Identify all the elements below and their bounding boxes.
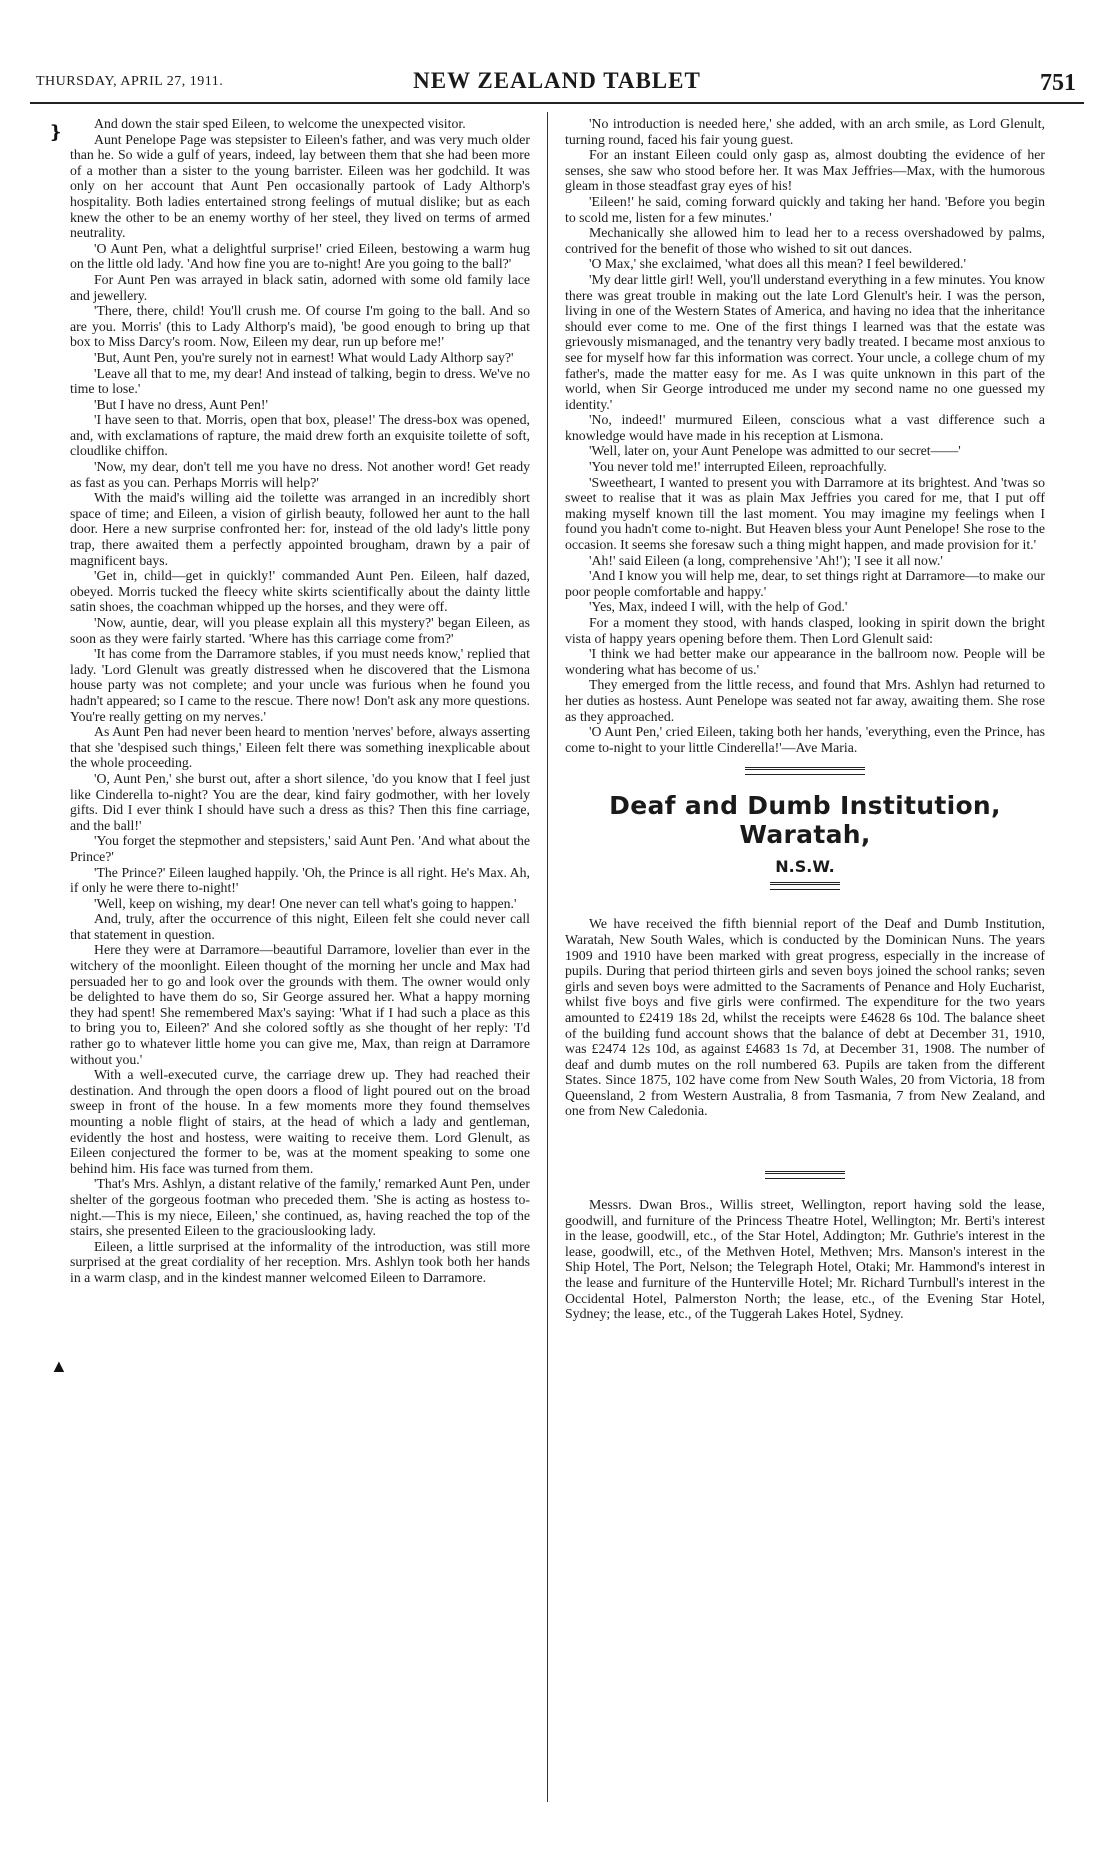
story-paragraph: And, truly, after the occurrence of this night, Eileen felt she could never call that statement in question. <box>70 911 530 942</box>
story-paragraph: 'And I know you will help me, dear, to set things right at Darramore—to make our poor people comfortable and happy.' <box>565 568 1045 599</box>
story-paragraph: 'I think we had better make our appearance in the ballroom now. People will be wondering what has become of us.' <box>565 646 1045 677</box>
story-paragraph: For Aunt Pen was arrayed in black satin, adorned with some old family lace and jewellery. <box>70 271 530 303</box>
story-paragraph: As Aunt Pen had never been heard to mention 'nerves' before, always asserting that she 'despised such things,' Eileen felt there was something inexplicable about the whole proceeding. <box>70 724 530 771</box>
issue-date: THURSDAY, APRIL 27, 1911. <box>36 74 224 89</box>
story-paragraph: 'Leave all that to me, my dear! And instead of talking, begin to dress. We've no time to lose.' <box>70 365 530 397</box>
story-paragraph: With a well-executed curve, the carriage drew up. They had reached their destination. And through the open doors a flood of light poured out on the broad sweep in front of the house. In a few moments more they found themselves mounting a noble flight of stairs, at the head of which a lady and gentleman, evidently the host and hostess, were waiting to receive them. Lord Glenult, as Eileen conjectured the former to be, was at the moment speaking to some one behind him. His face was turned from them. <box>70 1067 530 1176</box>
story-paragraph: They emerged from the little recess, and found that Mrs. Ashlyn had returned to her duties as hostess. Aunt Penelope was seated not far away, awaiting them. She rose as they approached. <box>565 677 1045 724</box>
story-paragraph: Here they were at Darramore—beautiful Darramore, lovelier than ever in the witchery of the moonlight. Eileen thought of the morning her uncle and Max had persuaded her to go and look over the grounds with them. The owner would only be delighted to have them do so, Sir George assured her. What a happy morning they had spent! She remembered Max's saying: 'What if I had such a place as this to bring you to, Eileen?' And she colored softly as she thought of her reply: 'I'd rather go to whatever little home you can give me, Max, than reign at Darramore without you.' <box>70 942 530 1067</box>
story-paragraph: 'O Max,' she exclaimed, 'what does all this mean? I feel bewildered.' <box>589 256 966 272</box>
story-paragraph: 'There, there, child! You'll crush me. Of course I'm going to the ball. And so are you. Morris' (this to Lady Althorp's maid), 'be good enough to bring up that box to Miss Darcy's room. Now, Eileen my dear, run up before me!' <box>70 303 530 350</box>
left-column <box>70 116 530 1286</box>
story-paragraph: And down the stair sped Eileen, to welcome the unexpected visitor. <box>94 116 466 131</box>
margin-bracket-icon: ❵ <box>48 122 64 142</box>
story-paragraph: 'That's Mrs. Ashlyn, a distant relative of the family,' remarked Aunt Pen, under shelter of the gorgeous footman who preceded them. 'She is acting as hostess to-night.—This is my niece, Eileen,' she continued, as, having reached the top of the stairs, she presented Eileen to the graciouslooking lady. <box>70 1176 530 1239</box>
story-paragraph: 'Now, auntie, dear, will you please explain all this mystery?' began Eileen, as soon as they were fairly started. 'Where has this carriage come from?' <box>70 615 530 646</box>
title-ornament <box>770 882 840 890</box>
right-column <box>565 116 1045 1322</box>
story-paragraph: 'But I have no dress, Aunt Pen!' <box>94 396 268 412</box>
masthead-title: NEW ZEALAND TABLET <box>413 68 701 93</box>
story-paragraph: 'Ah!' said Eileen (a long, comprehensive 'Ah!'); 'I see it all now.' <box>589 552 943 568</box>
story-paragraph: 'You never told me!' interrupted Eileen, reproachfully. <box>589 459 887 475</box>
story-paragraph: Eileen, a little surprised at the informality of the introduction, was still more surprised at the great cordiality of her reception. Mrs. Ashlyn took both her hands in a warm clasp, and in the kindest manner welcomed Eileen to Darramore. <box>70 1238 530 1285</box>
margin-pointer-icon: ▲ <box>50 1356 68 1376</box>
story-paragraph: 'Sweetheart, I wanted to present you with Darramore at its brightest. And 'twas so sweet to realise that it was as plain Max Jeffries you cared for me, that I put off making myself known till the last moment. You may imagine my feelings when I found you hadn't come to-night. But Heaven bless your Aunt Penelope! She rose to the occasion. It seems she foresaw such a thing might happen, and made provision for it.' <box>565 474 1045 553</box>
story-paragraph: 'But, Aunt Pen, you're surely not in earnest! What would Lady Althorp say?' <box>94 349 514 365</box>
story-paragraph: 'You forget the stepmother and stepsisters,' said Aunt Pen. 'And what about the Prince?' <box>70 833 530 864</box>
article-subtitle: N.S.W. <box>775 857 835 877</box>
story-paragraph: With the maid's willing aid the toilette was arranged in an incredibly short space of time; and Eileen, a vision of girlish beauty, followed her aunt to the hall door. Here a new surprise confronted her: for, instead of the old lady's little pony trap, there awaited them a perfectly appointed brougham, drawn by a pair of magnificent bays. <box>70 490 530 568</box>
story-paragraph: 'The Prince?' Eileen laughed happily. 'Oh, the Prince is all right. He's Max. Ah, if only he were there to-night!' <box>70 864 530 896</box>
story-paragraph: 'Now, my dear, don't tell me you have no dress. Not another word! Get ready as fast as you can. Perhaps Morris will help?' <box>70 459 530 490</box>
page-number: 751 <box>1040 70 1076 96</box>
story-paragraph: 'Well, keep on wishing, my dear! One never can tell what's going to happen.' <box>94 895 517 911</box>
story-paragraph: Mechanically she allowed him to lead her to a recess overshadowed by palms, contrived for the benefit of those who wished to sit out dances. <box>565 225 1045 256</box>
story-paragraph: 'It has come from the Darramore stables, if you must needs know,' replied that lady. 'Lord Glenult was greatly distressed when he discovered that the Lismona house party was not complete; and your uncle was furious when he found you hadn't appeared; so I came to the rescue. There now! Don't ask any more questions. You're really getting on my nerves.' <box>70 646 530 724</box>
page-header <box>30 68 1084 104</box>
story-paragraph: 'Eileen!' he said, coming forward quickly and taking her hand. 'Before you begin to scold me, listen for a few minutes.' <box>565 193 1045 225</box>
story-paragraph: 'No, indeed!' murmured Eileen, conscious what a vast difference such a knowledge would have made in his reception at Lismona. <box>565 412 1045 443</box>
story-paragraph: 'Well, later on, your Aunt Penelope was admitted to our secret——' <box>589 443 961 459</box>
column-rule <box>547 112 548 1802</box>
story-ending-paragraph: 'O Aunt Pen,' cried Eileen, taking both her hands, 'everything, even the Prince, has come to-night to your little Cinderella!'—Ave Maria. <box>565 724 1045 755</box>
story-paragraph: 'I have seen to that. Morris, open that box, please!' The dress-box was opened, and, with exclamations of rapture, the maid drew forth an exquisite toilette of soft, cloudlike chiffon. <box>70 412 530 459</box>
story-paragraph: Aunt Penelope Page was stepsister to Eileen's father, and was very much older than he. So wide a gulf of years, indeed, lay between them that she had been more of a mother than a sister to the young barrister. Eileen was her godchild. It was only on her account that Aunt Pen occasionally partook of Lady Althorp's hospitality. Both ladies entertained strong feelings of mutual dislike; but as each knew the other to be an enemy worthy of her steel, they lived on terms of armed neutrality. <box>70 131 530 241</box>
story-paragraph: 'O, Aunt Pen,' she burst out, after a short silence, 'do you know that I feel just like Cinderella to-night? You are the dear, kind fairy godmother, with her lovely gifts. Did I ever think I should have such a dress as this? Then this fine carriage, and the ball!' <box>70 770 530 833</box>
story-paragraph: For an instant Eileen could only gasp as, almost doubting the evidence of her senses, she saw who stood before her. It was Max Jeffries—Max, with the humorous gleam in those steadfast gray eyes of his! <box>565 147 1045 194</box>
story-paragraph: 'No introduction is needed here,' she added, with an arch smile, as Lord Glenult, turning round, faced his fair young guest. <box>565 116 1045 147</box>
section-divider <box>745 767 865 775</box>
business-notice: Messrs. Dwan Bros., Willis street, Wellington, report having sold the lease, goodwill, and furniture of the Princess Theatre Hotel, Wellington; Mr. Berti's interest in the lease, goodwill, etc., of the Star Hotel, Addington; Mr. Guthrie's interest in the lease, goodwill, etc., of the Methven Hotel, Methven; Mrs. Manson's interest in the Ship Hotel, The Port, Nelson; the Telegraph Hotel, Otaki; Mr. Hammond's interest in the lease and furniture of the Hunterville Hotel; Mr. Richard Turnbull's interest in the Occidental Hotel, Palmerston North; the lease, etc., of the Evening Star Hotel, Sydney; the lease, etc., of the Tuggerah Lakes Hotel, Sydney. <box>565 1197 1045 1322</box>
section-divider <box>765 1171 845 1179</box>
article-title: Deaf and Dumb Institution, Waratah, <box>609 791 1001 850</box>
story-paragraph: 'Get in, child—get in quickly!' commanded Aunt Pen. Eileen, half dazed, obeyed. Morris tucked the fleecy white skirts scientifically about the dainty little satin shoes, the coachman whipped up the horses, and they were off. <box>70 568 530 615</box>
story-paragraph: 'O Aunt Pen, what a delightful surprise!' cried Eileen, bestowing a warm hug on the little old lady. 'And how fine you are to-night! Are you going to the ball?' <box>70 240 530 272</box>
story-paragraph: 'Yes, Max, indeed I will, with the help of God.' <box>589 599 848 615</box>
story-paragraph: For a moment they stood, with hands clasped, looking in spirit down the bright vista of happy years opening before them. Then Lord Glenult said: <box>565 615 1045 646</box>
story-paragraph: 'My dear little girl! Well, you'll understand everything in a few minutes. You know there was great trouble in making out the late Lord Glenult's heir. I was the person, living in one of the Western States of America, and having no idea that the inheritance should ever come to me. One of the first things I learned was that the estate was grievously mismanaged, and the tenantry very badly treated. I became most anxious to see for myself how far this information was correct. Your uncle, a college chum of my father's, made the matter easy for me. As I was quite unknown in this part of the world, when Sir George introduced me under my second name no one guessed my identity.' <box>565 271 1045 412</box>
article-body: We have received the fifth biennial report of the Deaf and Dumb Institution, Waratah, New South Wales, which is conducted by the Dominican Nuns. The years 1909 and 1910 have been marked with great progress, especially in the increase of pupils. During that period thirteen girls and seven boys joined the school ranks; seven girls and seven boys were admitted to the Sacraments of Penance and Holy Eucharist, whilst five boys and five girls were confirmed. The expenditure for the two years amounted to £2419 18s 2d, whilst the receipts were £4628 6s 10d. The balance sheet of the building fund account shows that the balance of debt at December 31, 1910, was £2474 12s 10d, as against £4683 1s 7d, at December 31, 1908. The number of deaf and dumb mutes on the roll numbered 63. Pupils are taken from the different States. Since 1875, 102 have come from New South Wales, 20 from Victoria, 18 from Queensland, 2 from Western Australia, 8 from Tasmania, 7 from New Zealand, and one from New Caledonia. <box>565 916 1045 1119</box>
